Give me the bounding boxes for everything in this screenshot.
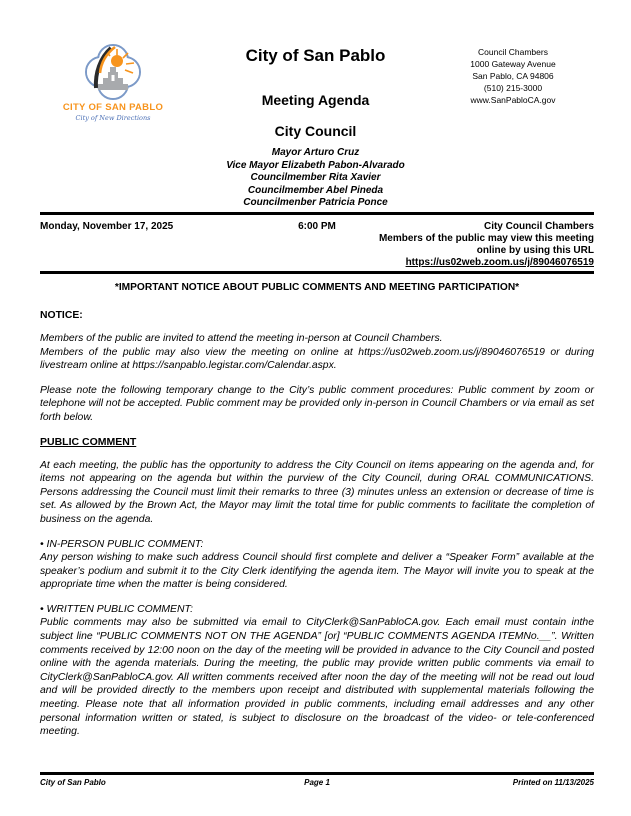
contact-line: (510) 215-3000 (483, 83, 543, 93)
written-comment-heading: • WRITTEN PUBLIC COMMENT: (40, 603, 193, 615)
page-title: City of San Pablo (245, 46, 386, 65)
logo-tagline: City of New Directions (75, 114, 151, 122)
agenda-body (40, 282, 594, 739)
meeting-location: City Council Chambers (483, 220, 594, 232)
written-comment-body (40, 616, 594, 738)
in-person-comment-body: Any person wishing to make such address Council should first complete and deliver a “Speaker Form” available at the speaker’s podium and submit it to the City Clerk identifying the agenda item. The Mayor will invite you to speak at the appropriate time when the matter is being considered. (40, 552, 594, 591)
contact-website: www.SanPabloCA.gov (470, 95, 556, 105)
public-comment-heading: PUBLIC COMMENT (40, 435, 137, 448)
council-member: Councilmenber Patricia Ponce (243, 197, 388, 209)
written-comment-line1: Public comments may also be submitted via email to CityClerk@SanPabloCA.gov. Each email must contain in (40, 617, 580, 629)
footer-page-number: Page 1 (304, 778, 330, 787)
council-member: Councilmember Rita Xavier (250, 172, 381, 184)
page-header (0, 0, 631, 147)
notice-paragraph-1-line1: Members of the public are invited to attend the meeting in-person at Council Chambers. (40, 332, 443, 344)
contact-line: Council Chambers (478, 47, 548, 57)
contact-line: San Pablo, CA 94806 (472, 71, 554, 81)
meeting-time: 6:00 PM (298, 220, 336, 232)
meeting-view-note: Members of the public may view this meeting (378, 232, 594, 244)
footer-printed-date: Printed on 11/13/2025 (512, 778, 595, 787)
in-person-comment-heading: • IN-PERSON PUBLIC COMMENT: (40, 538, 204, 550)
divider-meeting (40, 271, 594, 274)
meeting-view-note: online by using this URL (476, 244, 594, 256)
written-comment-rest: No.__”. Written comments received by 12:00 noon on the day of the meeting will be provided in advance to the City Council and posted online with the agenda materials. During the meeting, the public may provide written public comments via email to CityClerk@SanPabloCA.gov. All written comments received after noon the day of the meeting will not be read out loud and will be provided directly to the members upon receipt and distributed with supplemental materials following the meeting. Please note that all information provided in public comments, including email addresses and any other personal information written or stated, is subject to disclosure on the broadcast of the video- or tele-conferenced meeting. (40, 631, 594, 738)
council-member: Councilmember Abel Pineda (247, 184, 384, 196)
important-notice-banner: *IMPORTANT NOTICE ABOUT PUBLIC COMMENTS AND MEETING PARTICIPATION* (114, 281, 520, 293)
logo-wordmark: CITY OF SAN PABLO (62, 102, 164, 113)
body-name-title: City Council (274, 123, 357, 139)
meeting-date: Monday, November 17, 2025 (40, 220, 174, 232)
doc-type-title: Meeting Agenda (261, 92, 370, 108)
council-member: Mayor Arturo Cruz (271, 147, 360, 158)
contact-block (439, 46, 587, 106)
contact-line: 1000 Gateway Avenue (470, 59, 556, 69)
notice-paragraph-2: Please note the following temporary change to the City’s public comment procedures: Public comment by zoom or telephone will not be accepted. Public comment may be provided only in-person in Council Chambers or via email as set forth below. (40, 384, 594, 423)
meeting-info-row (40, 215, 594, 269)
meeting-location-block (379, 221, 594, 269)
page-footer (40, 778, 594, 787)
footer-city-name: City of San Pablo (40, 778, 106, 787)
council-member: Vice Mayor Elizabeth Pabon-Alvarado (226, 159, 405, 171)
notice-paragraph-1 (40, 332, 594, 373)
written-comment-line2: the subject line “PUBLIC COMMENTS NOT ON THE AGENDA” [or] “PUBLIC COMMENTS AGENDA ITEM (40, 617, 594, 643)
notice-label: NOTICE: (40, 309, 83, 321)
divider-footer (40, 772, 594, 775)
council-roster (0, 147, 631, 210)
zoom-meeting-link[interactable]: https://us02web.zoom.us/j/89046076519 (405, 256, 594, 268)
public-comment-paragraph: At each meeting, the public has the opportunity to address the City Council on items appearing on the agenda and, for items not appearing on the agenda but within the purview of the City Council, during ORAL COMMUNICATIONS. Persons addressing the Council must limit their remarks to three (3) minutes unless an extension or decrease of time is set. As allowed by the Brown Act, the Mayor may limit the total time for public comments to facilitate the completion of business on the agenda. (40, 459, 594, 525)
notice-paragraph-1-rest: Members of the public may also view the meeting on online at https://us02web.zoom.us/j/89046076519 or during livestream online at https://sanpablo.legistar.com/Calendar.aspx. (40, 346, 594, 372)
